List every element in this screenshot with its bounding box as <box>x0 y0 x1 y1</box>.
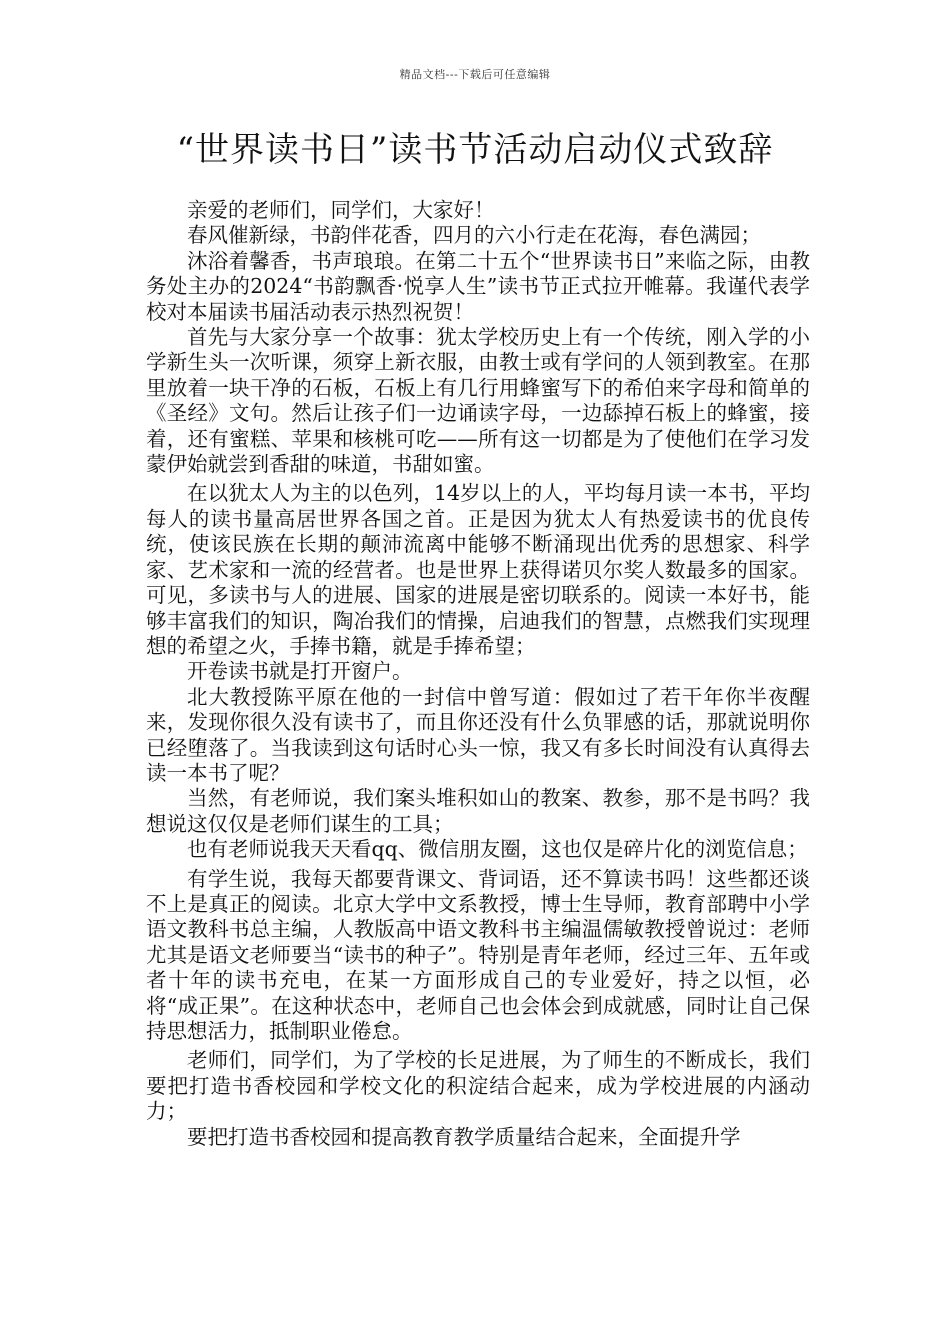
paragraph-students: 有学生说，我每天都要背课文、背词语，还不算读书吗！这些都还谈不上是真正的阅读。北京大学中文系教授，博士生导师，教育部聘中小学语文教科书总主编，人教版高中语文教科书主编温儒敏教授曾说过：老师尤其是语文老师要当“读书的种子”。特别是青年老师，经过三年、五年或者十年的读书充电，在某一方面形成自己的专业爱好，持之以恒，必将“成正果”。在这种状态中，老师自己也会体会到成就感，同时让自己保持思想活力，抵制职业倦怠。 <box>146 866 810 1043</box>
paragraph-window: 开卷读书就是打开窗户。 <box>187 659 413 684</box>
paragraph-teachers-books: 当然，有老师说，我们案头堆积如山的教案、教参，那不是书吗？我想说这仅仅是老师们谋生的工具； <box>146 786 810 836</box>
paragraph-quality: 要把打造书香校园和提高教育教学质量结合起来，全面提升学 <box>187 1124 741 1149</box>
paragraph-wechat: 也有老师说我天天看qq、微信朋友圈，这也仅是碎片化的浏览信息； <box>187 837 808 862</box>
paragraph-opening: 沐浴着馨香，书声琅琅。在第二十五个“世界读书日”来临之际，由教务处主办的2024“书韵飘香·悦享人生”读书节正式拉开帷幕。我谨代表学校对本届读书届活动表示热烈祝贺！ <box>146 248 810 324</box>
paragraph-professor: 北大教授陈平原在他的一封信中曾写道：假如过了若干年你半夜醒来，发现你很久没有读书了，而且你还没有什么负罪感的话，那就说明你已经堕落了。当我读到这句话时心头一惊，我又有多长时间没有认真得去读一本书了呢？ <box>146 684 810 785</box>
document-title: “世界读书日”读书节活动启动仪式致辞 <box>176 130 774 170</box>
paragraph-israel: 在以犹太人为主的以色列，14岁以上的人，平均每月读一本书，平均每人的读书量高居世界各国之首。正是因为犹太人有热爱读书的优良传统，使该民族在长期的颠沛流离中能够不断涌现出优秀的思想家、科学家、艺术家和一流的经营者。也是世界上获得诺贝尔奖人数最多的国家。可见，多读书与人的进展、国家的进展是密切联系的。阅读一本好书，能够丰富我们的知识，陶冶我们的情操，启迪我们的智慧，点燃我们实现理想的希望之火，手捧书籍，就是手捧希望； <box>146 481 810 658</box>
document-body <box>146 198 810 1150</box>
paragraph-story: 首先与大家分享一个故事：犹太学校历史上有一个传统，刚入学的小学新生头一次听课，须穿上新衣服，由教士或有学问的人领到教室。在那里放着一块干净的石板，石板上有几行用蜂蜜写下的希伯来字母和简单的《圣经》文句。然后让孩子们一边诵读字母，一边舔掉石板上的蜂蜜，接着，还有蜜糕、苹果和核桃可吃——所有这一切都是为了使他们在学习发蒙伊始就尝到香甜的味道，书甜如蜜。 <box>146 325 810 477</box>
paragraph-campus: 老师们，同学们，为了学校的长足进展，为了师生的不断成长，我们要把打造书香校园和学校文化的积淀结合起来，成为学校进展的内涵动力； <box>146 1048 810 1124</box>
page-header: 精品文档---下载后可任意编辑 <box>399 68 551 81</box>
paragraph-greeting: 亲爱的老师们，同学们，大家好！ <box>187 198 495 222</box>
paragraph-spring: 春风催新绿，书韵伴花香，四月的六小行走在花海，春色满园； <box>187 223 761 248</box>
